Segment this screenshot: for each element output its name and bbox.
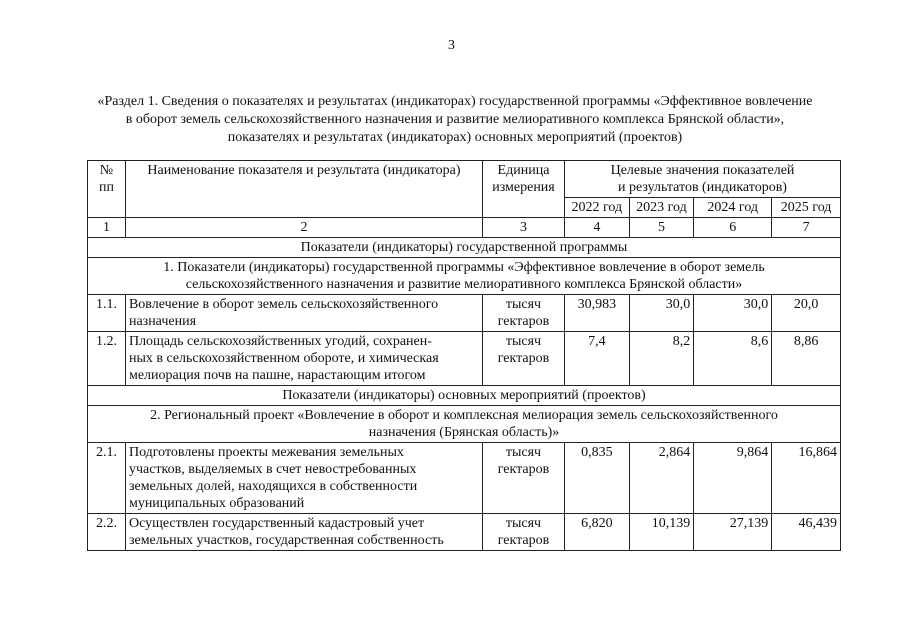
section-title-line: в оборот земель сельскохозяйственного назначения и развитие мелиоративного комплекса Брянской области»,: [125, 112, 785, 127]
table-row: [88, 443, 841, 514]
subsection-heading: 1. Показатели (индикаторы) государственной программы «Эффективное вовлечение в оборот земель сельскохозяйственного назначения и развитие мелиоративного комплекса Брянской области»: [88, 258, 841, 295]
section-heading: Показатели (индикаторы) государственной программы: [88, 238, 841, 258]
row-value-2022: 0,835: [565, 443, 630, 514]
subsection-row: [88, 406, 841, 443]
row-unit: тысяч гектаров: [482, 332, 564, 386]
row-num: 2.2.: [88, 514, 126, 551]
page-number: 3: [448, 38, 455, 53]
row-name: Подготовлены проекты межевания земельных участков, выделяемых в счет невостребованных земельных долей, находящихся в собственности муниципальных образований: [125, 443, 482, 514]
column-number-row: [88, 218, 841, 238]
row-value-2022: 30,983: [565, 295, 630, 332]
row-value-2025: 16,864: [772, 443, 841, 514]
row-value-2025: 8,86: [772, 332, 841, 386]
row-unit: тысяч гектаров: [482, 514, 564, 551]
section-title-line: показателях и результатах (индикаторах) основных мероприятий (проектов): [227, 130, 683, 145]
table-row: [88, 295, 841, 332]
row-value-2023: 30,0: [629, 295, 694, 332]
indicators-table: [87, 160, 841, 551]
header-year: 2023 год: [629, 198, 694, 218]
row-value-2024: 30,0: [694, 295, 772, 332]
header-target: Целевые значения показателей и результатов (индикаторов): [565, 161, 841, 198]
row-num: 2.1.: [88, 443, 126, 514]
row-value-2025: 20,0: [772, 295, 841, 332]
subsection-row: [88, 258, 841, 295]
row-value-2024: 27,139: [694, 514, 772, 551]
header-unit: Единица измерения: [482, 161, 564, 218]
subsection-heading: 2. Региональный проект «Вовлечение в оборот и комплексная мелиорация земель сельскохозяйственного назначения (Брянская область)»: [88, 406, 841, 443]
row-unit: тысяч гектаров: [482, 295, 564, 332]
header-year: 2022 год: [565, 198, 630, 218]
header-name: Наименование показателя и результата (индикатора): [125, 161, 482, 218]
row-value-2025: 46,439: [772, 514, 841, 551]
row-value-2024: 9,864: [694, 443, 772, 514]
row-name: Вовлечение в оборот земель сельскохозяйственного назначения: [125, 295, 482, 332]
header-year: 2024 год: [694, 198, 772, 218]
row-num: 1.1.: [88, 295, 126, 332]
row-value-2023: 10,139: [629, 514, 694, 551]
column-number: 6: [694, 218, 772, 238]
row-num: 1.2.: [88, 332, 126, 386]
row-value-2023: 8,2: [629, 332, 694, 386]
column-number: 5: [629, 218, 694, 238]
row-name: Площадь сельскохозяйственных угодий, сохранен- ных в сельскохозяйственном обороте, и химическая мелиорация почв на пашне, нарастающим итогом: [125, 332, 482, 386]
row-name: Осуществлен государственный кадастровый учет земельных участков, государственная собственность: [125, 514, 482, 551]
table-row: [88, 514, 841, 551]
section-title-line: «Раздел 1. Сведения о показателях и результатах (индикаторах) государственной программы «Эффективное вовлечение: [97, 94, 813, 109]
section-heading: Показатели (индикаторы) основных мероприятий (проектов): [88, 386, 841, 406]
row-unit: тысяч гектаров: [482, 443, 564, 514]
table-header-row: [88, 161, 841, 198]
row-value-2023: 2,864: [629, 443, 694, 514]
header-year: 2025 год: [772, 198, 841, 218]
column-number: 4: [565, 218, 630, 238]
column-number: 1: [88, 218, 126, 238]
section-row: [88, 386, 841, 406]
row-value-2022: 7,4: [565, 332, 630, 386]
column-number: 2: [125, 218, 482, 238]
header-num: № пп: [88, 161, 126, 218]
row-value-2024: 8,6: [694, 332, 772, 386]
section-row: [88, 238, 841, 258]
row-value-2022: 6,820: [565, 514, 630, 551]
section-title: [60, 93, 850, 147]
table-row: [88, 332, 841, 386]
column-number: 7: [772, 218, 841, 238]
column-number: 3: [482, 218, 564, 238]
